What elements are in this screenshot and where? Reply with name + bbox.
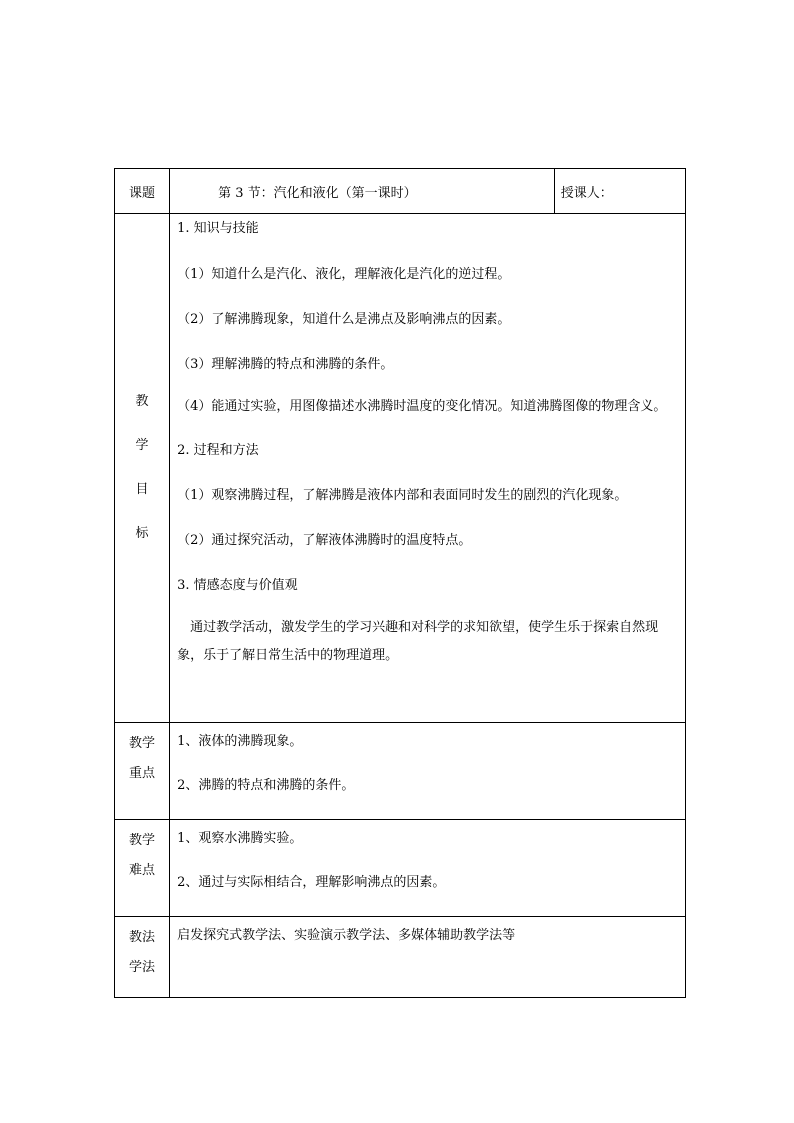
difficulties-content-cell [170, 820, 686, 917]
attitude-text: 通过教学活动，激发学生的学习兴趣和对科学的求知欲望，使学生乐于探索自然现象，乐于了解日常生活中的物理道理。 [177, 620, 659, 663]
topic-cell [170, 169, 555, 214]
teacher-label: 授课人： [560, 185, 613, 201]
difficulty-item: 2、通过与实际相结合，理解影响沸点的因素。 [177, 875, 446, 890]
subject-label: 课题 [129, 185, 156, 201]
section-title-process: 2. 过程和方法 [177, 443, 259, 458]
key-points-label-cell [115, 723, 170, 820]
key-points-row [115, 723, 686, 820]
objectives-content-cell [170, 214, 686, 723]
objective-item: （1）知道什么是汽化、液化，理解液化是汽化的逆过程。 [177, 267, 511, 282]
section-title-attitude: 3. 情感态度与价值观 [177, 578, 298, 593]
objective-item: （4）能通过实验，用图像描述水沸腾时温度的变化情况。知道沸腾图像的物理含义。 [177, 399, 667, 414]
objectives-label-char: 学 [135, 438, 149, 453]
objective-item: （3）理解沸腾的特点和沸腾的条件。 [177, 357, 394, 372]
objectives-label-char: 目 [135, 482, 149, 497]
methods-row [115, 917, 686, 998]
key-point-item: 1、液体的沸腾现象。 [177, 734, 303, 749]
methods-text: 启发探究式教学法、实验演示教学法、多媒体辅助教学法等 [177, 928, 516, 943]
lesson-topic: 第 3 节：汽化和液化（第一课时） [218, 185, 417, 201]
difficulty-item: 1、观察水沸腾实验。 [177, 831, 303, 846]
objective-item: （2）通过探究活动，了解液体沸腾时的温度特点。 [177, 533, 472, 548]
difficulties-label-top: 教学 [129, 833, 156, 848]
objective-item: （2）了解沸腾现象，知道什么是沸点及影响沸点的因素。 [177, 312, 511, 327]
objectives-label-cell [115, 214, 170, 723]
key-points-label-top: 教学 [129, 736, 156, 751]
objectives-label-char: 教 [135, 394, 149, 409]
key-point-item: 2、沸腾的特点和沸腾的条件。 [177, 778, 355, 793]
objective-item: （1）观察沸腾过程，了解沸腾是液体内部和表面同时发生的剧烈的汽化现象。 [177, 488, 628, 503]
section-title-knowledge: 1. 知识与技能 [177, 221, 259, 236]
objectives-row [115, 214, 686, 723]
subject-label-cell [115, 169, 170, 214]
methods-content-cell [170, 917, 686, 998]
objectives-label-char: 标 [135, 526, 149, 541]
difficulties-label-bottom: 难点 [129, 863, 156, 878]
methods-label-bottom: 学法 [129, 960, 156, 975]
lesson-plan-table [114, 168, 686, 998]
key-points-content-cell [170, 723, 686, 820]
difficulties-row [115, 820, 686, 917]
key-points-label-bottom: 重点 [129, 766, 156, 781]
header-row [115, 169, 686, 214]
teacher-cell [554, 169, 685, 214]
difficulties-label-cell [115, 820, 170, 917]
methods-label-top: 教法 [129, 930, 156, 945]
methods-label-cell [115, 917, 170, 998]
